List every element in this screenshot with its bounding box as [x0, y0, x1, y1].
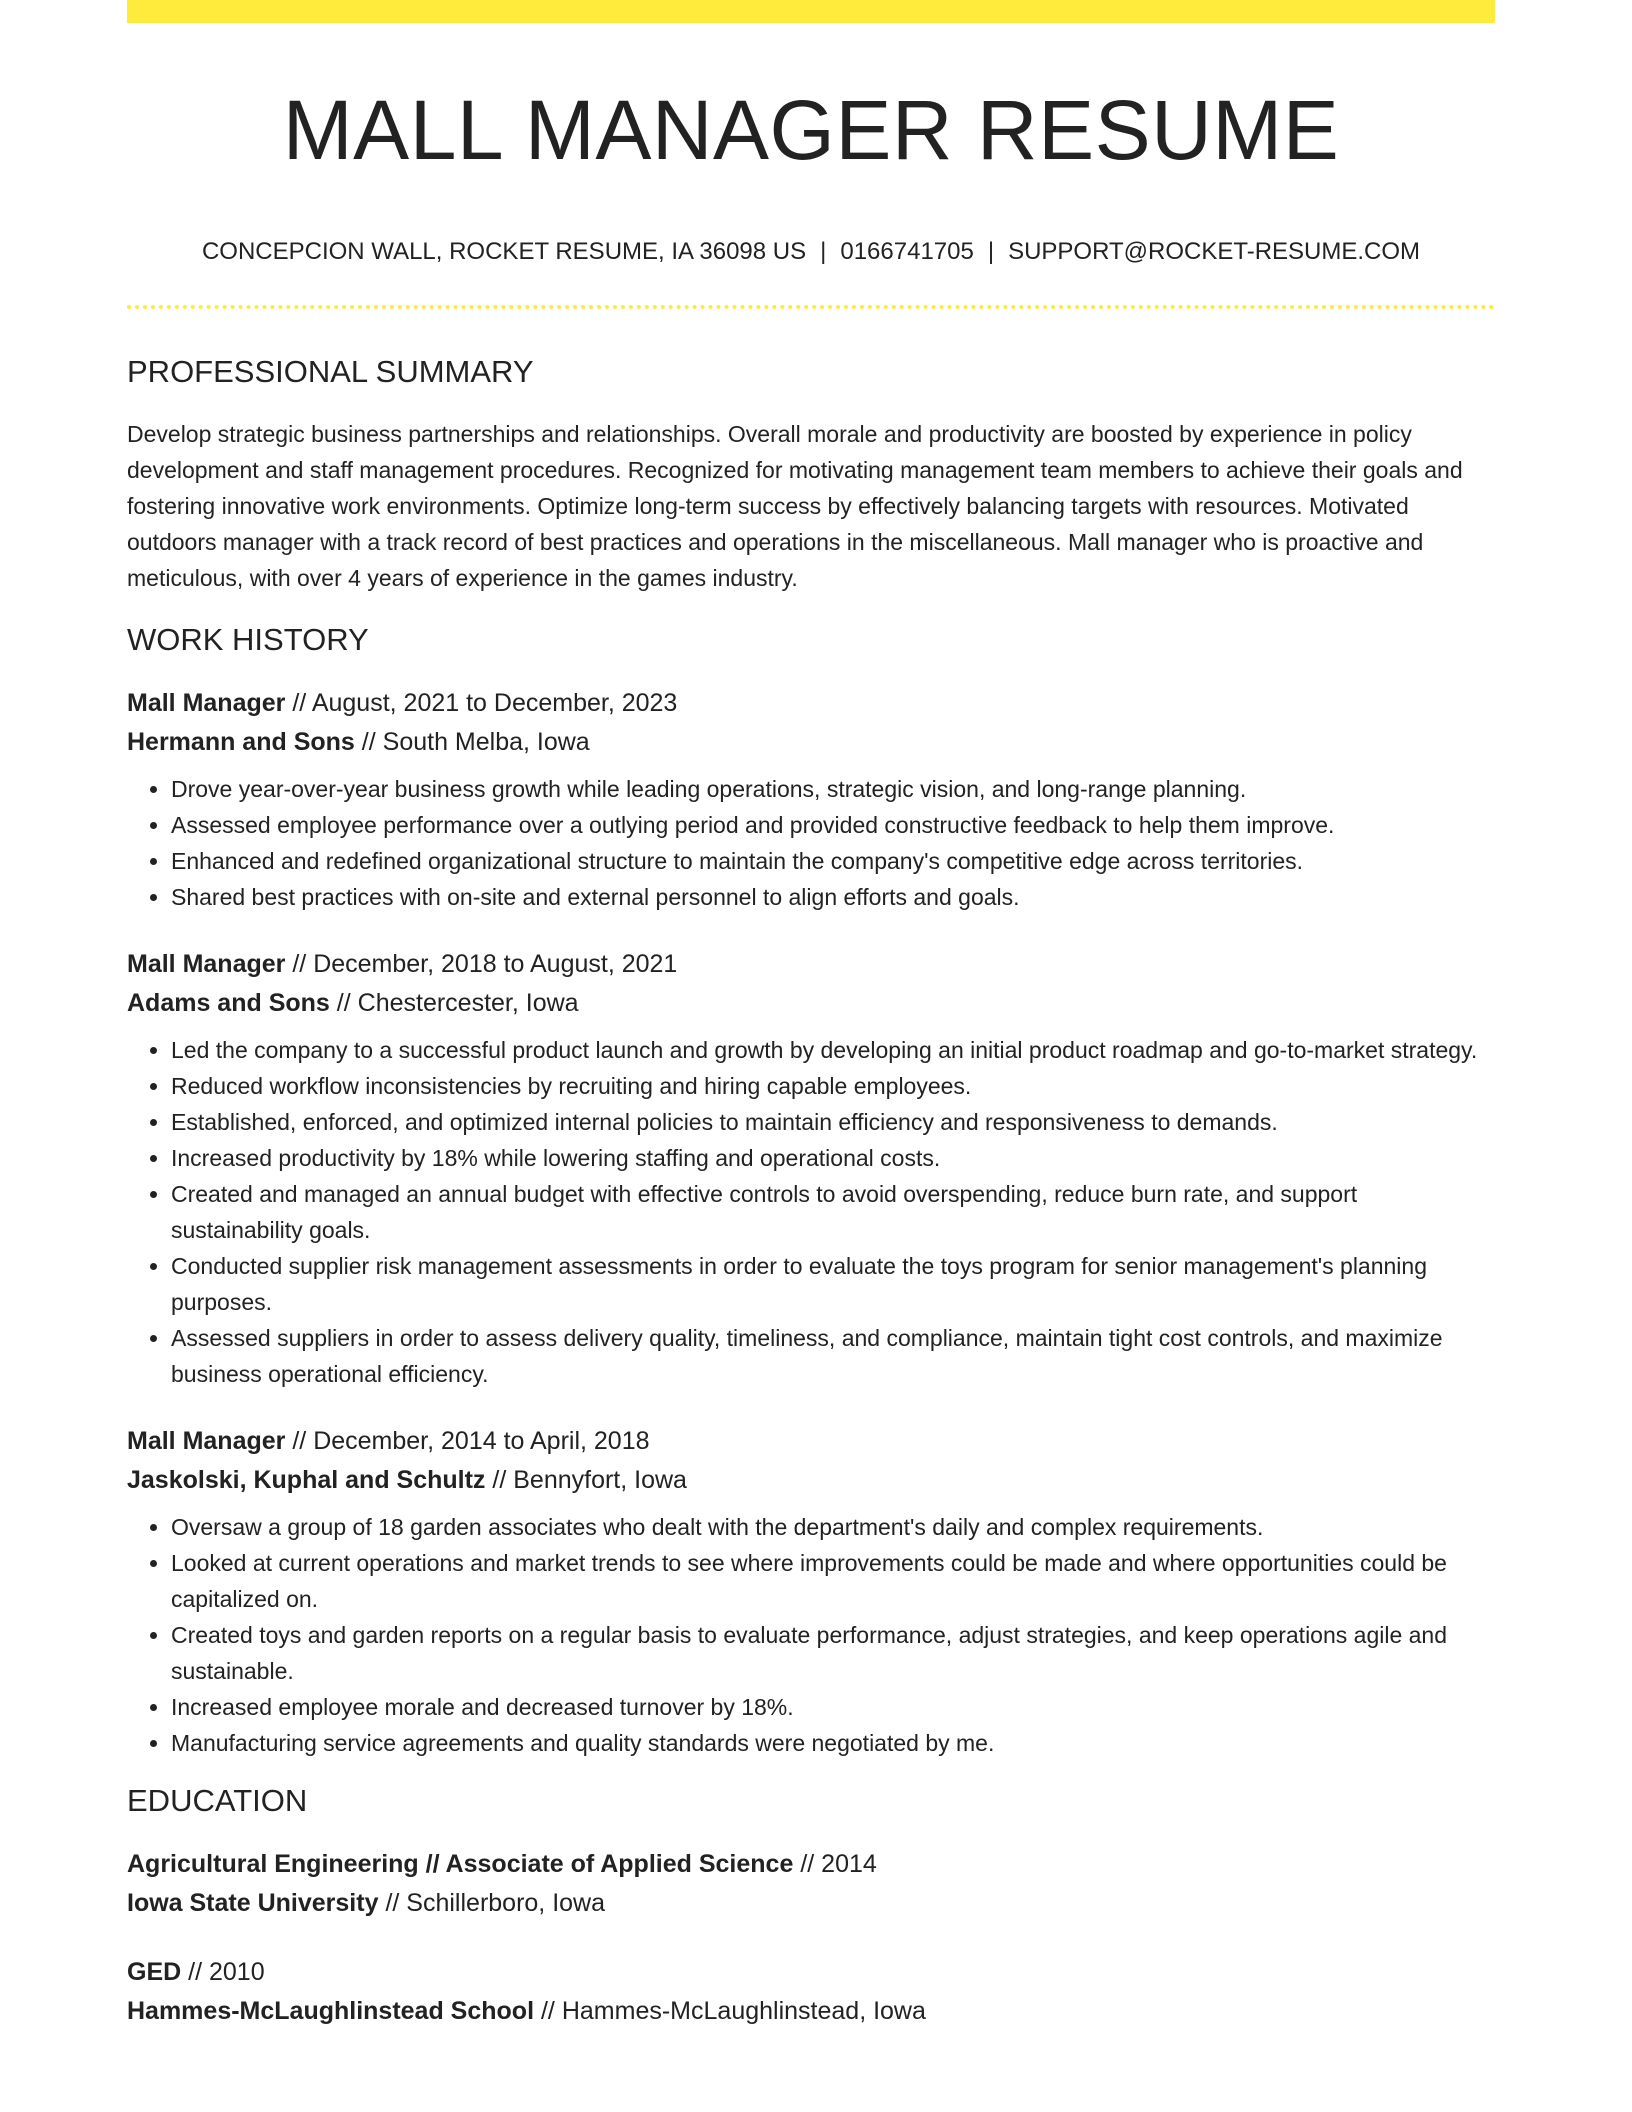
dotted-divider — [127, 305, 1495, 309]
job-company-line — [127, 984, 1495, 1023]
separator: // — [540, 1997, 555, 2025]
bullet-item: • Enhanced and redefined organizational structure to maintain the company's competitive edge across territories. — [171, 843, 1495, 879]
edu-degree-line — [127, 1953, 1495, 1992]
contact-email: SUPPORT@ROCKET-RESUME.COM — [1008, 238, 1421, 265]
education-entry — [127, 1845, 1495, 1923]
separator: // — [492, 1466, 507, 1494]
summary-heading: PROFESSIONAL SUMMARY — [127, 354, 534, 389]
bullet-item: • Manufacturing service agreements and quality standards were negotiated by me. — [171, 1725, 1495, 1761]
edu-school-line — [127, 1992, 1495, 2031]
bullet-item: • Looked at current operations and market trends to see where improvements could be made and where opportunities could be capitalized on. — [171, 1545, 1495, 1617]
bullet-item: • Created and managed an annual budget with effective controls to avoid overspending, reduce burn rate, and support sustainability goals. — [171, 1176, 1495, 1248]
edu-school: Hammes-McLaughlinstead School — [127, 1997, 535, 2025]
work-history-heading: WORK HISTORY — [127, 622, 369, 657]
edu-location: Hammes-McLaughlinstead, Iowa — [561, 1997, 926, 2025]
education-entry — [127, 1953, 1495, 2031]
job-company: Adams and Sons — [127, 989, 330, 1017]
job-entry — [127, 684, 1495, 915]
separator: // — [292, 689, 307, 717]
edu-degree-line — [127, 1845, 1495, 1884]
bullet-item: • Reduced workflow inconsistencies by recruiting and hiring capable employees. — [171, 1068, 1495, 1104]
job-location: Chestercester, Iowa — [357, 989, 579, 1017]
contact-phone: 0166741705 — [840, 238, 974, 265]
separator: // — [385, 1889, 400, 1917]
separator: // — [800, 1850, 815, 1878]
bullet-item: • Assessed suppliers in order to assess delivery quality, timeliness, and compliance, maintain tight cost controls, and maximize business operational efficiency. — [171, 1320, 1495, 1392]
job-company-line — [127, 723, 1495, 762]
contact-separator: | — [820, 238, 827, 265]
job-dates: December, 2018 to August, 2021 — [313, 950, 678, 978]
contact-address: CONCEPCION WALL, ROCKET RESUME, IA 36098 US — [201, 238, 807, 265]
bullet-item: • Conducted supplier risk management assessments in order to evaluate the toys program for senior management's planning purposes. — [171, 1248, 1495, 1320]
edu-year: 2014 — [821, 1850, 877, 1878]
job-title-line — [127, 945, 1495, 984]
bullet-item: • Shared best practices with on-site and external personnel to align efforts and goals. — [171, 879, 1495, 915]
page-title: MALL MANAGER RESUME — [282, 83, 1340, 177]
job-bullets — [127, 1509, 1495, 1761]
contact-separator: | — [987, 238, 995, 265]
education-heading: EDUCATION — [127, 1783, 308, 1818]
job-entry — [127, 1422, 1495, 1761]
summary-text: Develop strategic business partnerships and relationships. Overall morale and productivity are boosted by experience in policy development and staff management procedures. Recognized for motivating management team members to achieve their goals and fostering innovative work environments. Optimize long-term success by effectively balancing targets with resources. Motivated outdoors manager with a track record of best practices and operations in the miscellaneous. Mall manager who is proactive and meticulous, with over 4 years of experience in the games industry. — [127, 421, 1463, 591]
job-location: South Melba, Iowa — [382, 728, 590, 756]
job-bullets — [127, 1032, 1495, 1392]
bullet-item: • Increased employee morale and decreased turnover by 18%. — [171, 1689, 1495, 1725]
job-dates: December, 2014 to April, 2018 — [313, 1427, 650, 1455]
job-company: Hermann and Sons — [127, 728, 355, 756]
separator: // — [336, 989, 351, 1017]
bullet-item: • Increased productivity by 18% while lowering staffing and operational costs. — [171, 1140, 1495, 1176]
job-dates: August, 2021 to December, 2023 — [311, 689, 678, 717]
separator: // — [292, 950, 307, 978]
edu-degree: GED — [127, 1958, 182, 1986]
bullet-item: • Led the company to a successful product launch and growth by developing an initial product roadmap and go-to-market strategy. — [171, 1032, 1495, 1068]
job-title-line — [127, 684, 1495, 723]
separator: // — [188, 1958, 203, 1986]
bullet-item: • Assessed employee performance over a outlying period and provided constructive feedback to help them improve. — [171, 807, 1495, 843]
job-company-line — [127, 1461, 1495, 1500]
separator: // — [361, 728, 376, 756]
resume-content — [127, 352, 1495, 2061]
bullet-item: • Created toys and garden reports on a regular basis to evaluate performance, adjust strategies, and keep operations agile and sustainable. — [171, 1617, 1495, 1689]
job-title: Mall Manager — [127, 1427, 286, 1455]
job-bullets — [127, 771, 1495, 915]
job-title: Mall Manager — [127, 689, 286, 717]
bullet-item: • Established, enforced, and optimized internal policies to maintain efficiency and responsiveness to demands. — [171, 1104, 1495, 1140]
edu-school: Iowa State University — [127, 1889, 379, 1917]
edu-school-line — [127, 1884, 1495, 1923]
bullet-item: • Oversaw a group of 18 garden associates who dealt with the department's daily and complex requirements. — [171, 1509, 1495, 1545]
edu-location: Schillerboro, Iowa — [406, 1889, 606, 1917]
job-title: Mall Manager — [127, 950, 286, 978]
separator: // — [292, 1427, 307, 1455]
job-title-line — [127, 1422, 1495, 1461]
edu-degree: Agricultural Engineering // Associate of Applied Science — [127, 1850, 794, 1878]
accent-top-bar — [127, 0, 1495, 23]
job-entry — [127, 945, 1495, 1392]
job-company: Jaskolski, Kuphal and Schultz — [127, 1466, 486, 1494]
contact-line — [127, 236, 1495, 268]
bullet-item: • Drove year-over-year business growth while leading operations, strategic vision, and long-range planning. — [171, 771, 1495, 807]
job-location: Bennyfort, Iowa — [513, 1466, 687, 1494]
edu-year: 2010 — [209, 1958, 265, 1986]
